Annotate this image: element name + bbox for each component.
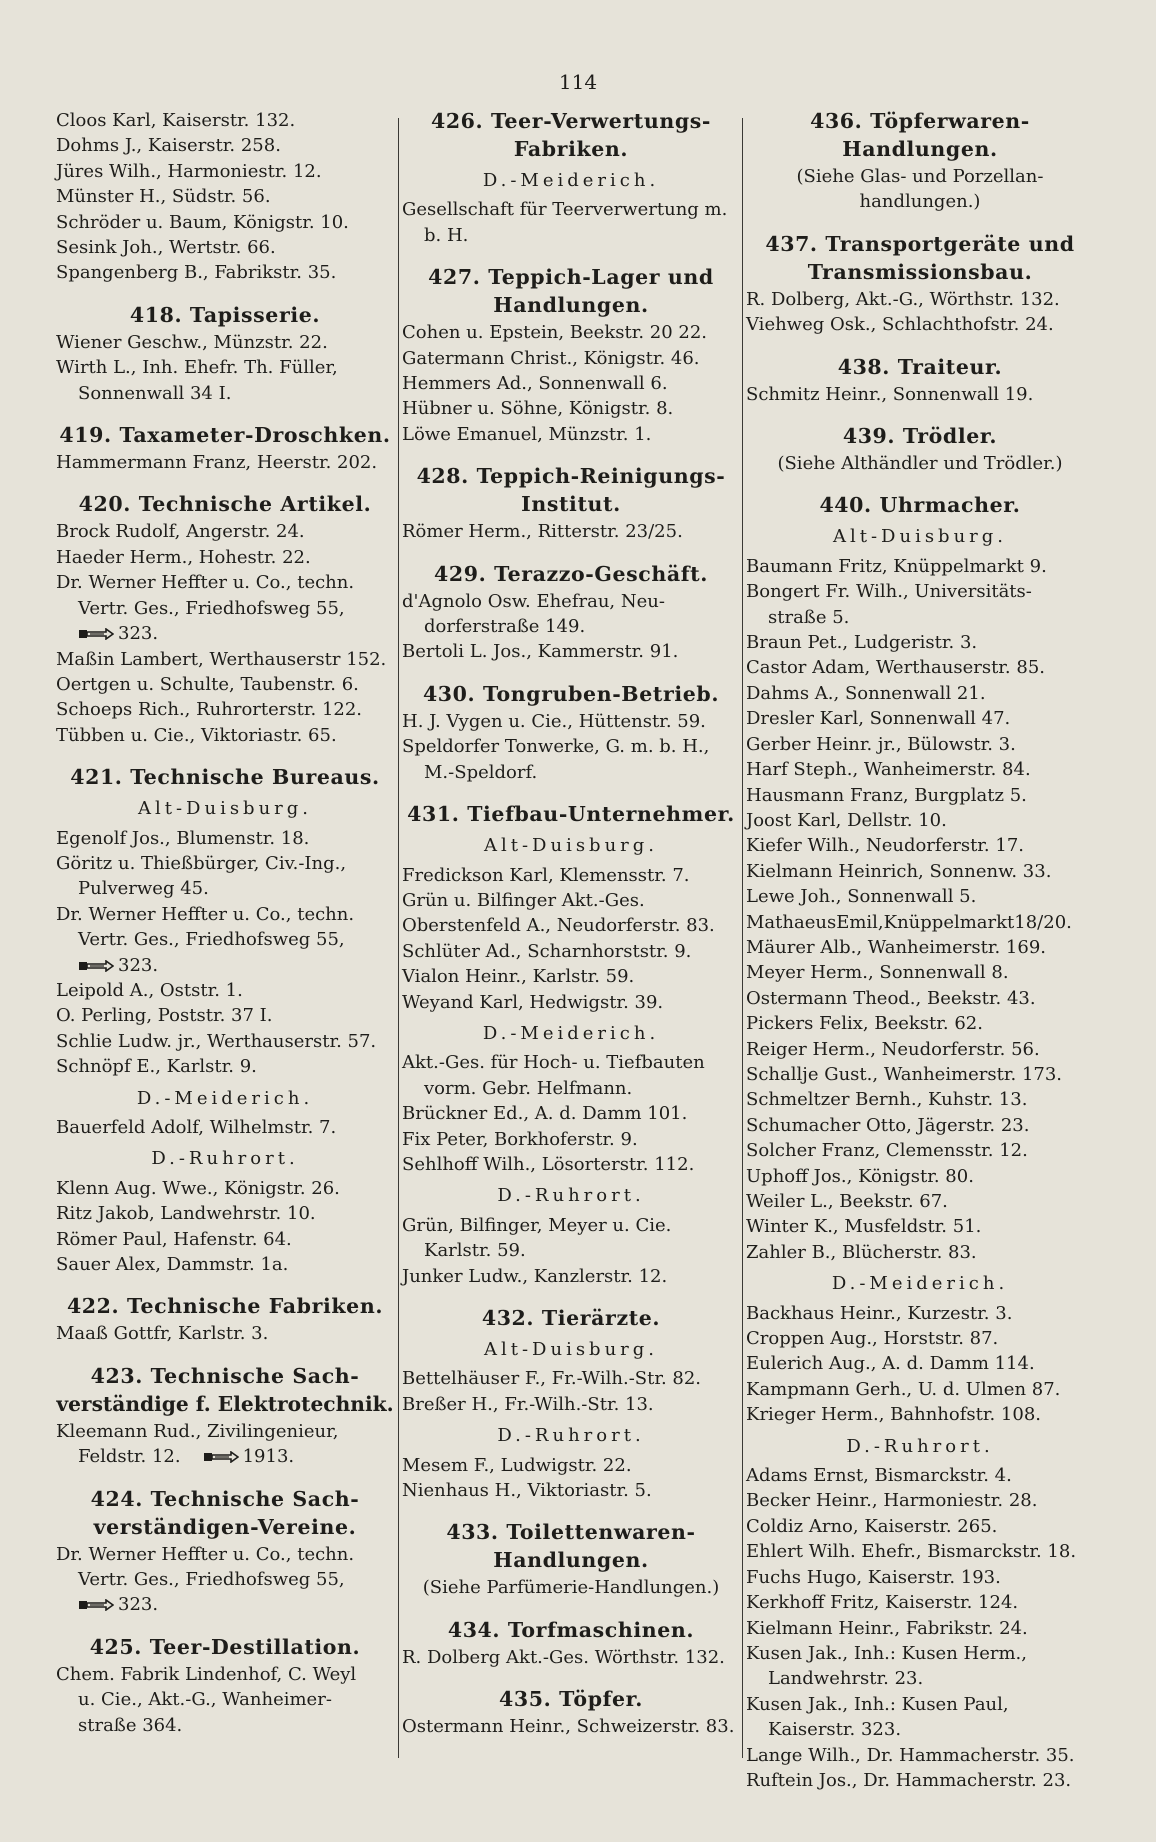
directory-entry: Lange Wilh., Dr. Hammacherstr. 35. bbox=[746, 1744, 1075, 1766]
directory-entry: Cloos Karl, Kaiserstr. 132. bbox=[56, 110, 296, 131]
section-heading: 437. Transportgeräte und bbox=[765, 231, 1075, 256]
column-left bbox=[56, 108, 394, 1738]
directory-entry: Oertgen u. Schulte, Taubenstr. 6. bbox=[56, 673, 359, 695]
section-heading: 436. Töpferwaren- bbox=[810, 109, 1030, 133]
directory-entry: Kielmann Heinr., Fabrikstr. 24. bbox=[746, 1617, 1028, 1639]
directory-entry: Ruftein Jos., Dr. Hammacherstr. 23. bbox=[746, 1769, 1072, 1791]
directory-entry: Grün, Bilfinger, Meyer u. Cie. bbox=[402, 1214, 672, 1236]
section-heading: 435. Töpfer. bbox=[499, 1687, 643, 1712]
section-heading: 428. Teppich-Reinigungs- bbox=[416, 464, 726, 489]
entry-continuation: Landwehrstr. 23. bbox=[768, 1668, 924, 1690]
directory-entry: Bongert Fr. Wilh., Universitäts- bbox=[746, 581, 1032, 603]
directory-entry: Kleemann Rud., Zivilingenieur, bbox=[56, 1420, 339, 1442]
directory-entry: Solcher Franz, Clemensstr. 12. bbox=[746, 1140, 1028, 1162]
directory-entry: Grün u. Bilfinger Akt.-Ges. bbox=[402, 889, 645, 911]
section-heading: 424. Technische Sach- bbox=[90, 1486, 360, 1511]
directory-entry: Kusen Jak., Inh.: Kusen Paul, bbox=[746, 1693, 1009, 1715]
section-heading: Institut. bbox=[521, 492, 621, 517]
section-heading: 420. Technische Artikel. bbox=[78, 492, 372, 517]
directory-entry: Schumacher Otto, Jägerstr. 23. bbox=[746, 1114, 1030, 1136]
directory-entry: Sauer Alex, Dammstr. 1a. bbox=[56, 1254, 289, 1276]
district-subheading: D.-Ruhrort. bbox=[497, 1185, 645, 1207]
directory-entry: Dresler Karl, Sonnenwall 47. bbox=[746, 708, 1011, 730]
directory-entry: Ehlert Wilh. Ehefr., Bismarckstr. 18. bbox=[746, 1541, 1077, 1563]
entry-phone bbox=[56, 1592, 394, 1617]
directory-entry: Göritz u. Thießbürger, Civ.-Ing., bbox=[56, 852, 347, 874]
district-subheading: D.-Meiderich. bbox=[831, 1273, 1009, 1295]
entry-continuation: straße 5. bbox=[768, 606, 850, 628]
cross-reference-note: handlungen.) bbox=[859, 191, 981, 213]
directory-entry: Brückner Ed., A. d. Damm 101. bbox=[402, 1103, 688, 1125]
directory-entry: Löwe Emanuel, Münzstr. 1. bbox=[402, 423, 652, 445]
entry-continuation: Vertr. Ges., Friedhofsweg 55, bbox=[78, 1569, 345, 1591]
telephone-icon bbox=[203, 1451, 239, 1463]
directory-entry: Croppen Aug., Horststr. 87. bbox=[746, 1328, 999, 1350]
directory-entry: Schlüter Ad., Scharnhorststr. 9. bbox=[402, 940, 692, 962]
directory-entry: Sesink Joh., Wertstr. 66. bbox=[56, 237, 276, 259]
phone-number: 323. bbox=[118, 954, 159, 976]
directory-entry: Mäurer Alb., Wanheimerstr. 169. bbox=[746, 936, 1046, 958]
directory-entry: Viehweg Osk., Schlachthofstr. 24. bbox=[746, 314, 1054, 336]
section-heading: 433. Toilettenwaren- bbox=[446, 1520, 696, 1545]
directory-entry: Spangenberg B., Fabrikstr. 35. bbox=[56, 262, 337, 284]
section-heading: 422. Technische Fabriken. bbox=[66, 1294, 384, 1319]
directory-entry: Schmitz Heinr., Sonnenwall 19. bbox=[746, 383, 1034, 405]
cross-reference-note: (Siehe Glas- und Porzellan- bbox=[796, 166, 1044, 187]
directory-entry: Vialon Heinr., Karlstr. 59. bbox=[402, 966, 635, 988]
directory-entry: Fredickson Karl, Klemensstr. 7. bbox=[402, 864, 690, 886]
section-heading: 439. Trödler. bbox=[842, 424, 998, 449]
directory-entry: Fix Peter, Borkhoferstr. 9. bbox=[402, 1128, 638, 1150]
telephone-icon bbox=[78, 628, 114, 640]
directory-entry: Schlie Ludw. jr., Werthauserstr. 57. bbox=[56, 1030, 377, 1052]
directory-entry: Brock Rudolf, Angerstr. 24. bbox=[56, 521, 305, 543]
directory-entry: Dahms A., Sonnenwall 21. bbox=[746, 682, 986, 704]
directory-entry: Braun Pet., Ludgeristr. 3. bbox=[746, 632, 978, 654]
section-heading: 438. Traiteur. bbox=[837, 354, 1003, 379]
section-heading: 432. Tierärzte. bbox=[481, 1306, 661, 1330]
directory-entry: Reiger Herm., Neudorferstr. 56. bbox=[746, 1038, 1040, 1060]
directory-entry: Haeder Herm., Hohestr. 22. bbox=[56, 546, 311, 568]
section-heading: 418. Tapisserie. bbox=[129, 302, 321, 327]
district-subheading: D.-Ruhrort. bbox=[846, 1435, 994, 1457]
directory-entry: Bertoli L. Jos., Kammerstr. 91. bbox=[402, 641, 679, 663]
directory-entry: Weiler L., Beekstr. 67. bbox=[746, 1191, 948, 1212]
directory-entry: Baumann Fritz, Knüppelmarkt 9. bbox=[746, 555, 1047, 577]
directory-entry: Backhaus Heinr., Kurzestr. 3. bbox=[746, 1302, 1013, 1324]
directory-entry: Coldiz Arno, Kaiserstr. 265. bbox=[746, 1515, 998, 1537]
directory-entry: Maßin Lambert, Werthauserstr 152. bbox=[56, 648, 387, 670]
district-subheading: Alt-Duisburg. bbox=[483, 1339, 659, 1360]
directory-entry: Ritz Jakob, Landwehrstr. 10. bbox=[56, 1203, 316, 1225]
directory-entry: Dr. Werner Heffter u. Co., techn. bbox=[56, 1543, 355, 1565]
entry-continuation: vorm. Gebr. Helfmann. bbox=[424, 1077, 633, 1099]
section-heading: Handlungen. bbox=[493, 293, 649, 318]
directory-entry: R. Dolberg, Akt.-G., Wörthstr. 132. bbox=[746, 288, 1060, 310]
district-subheading: D.-Ruhrort. bbox=[497, 1425, 645, 1447]
section-heading: Handlungen. bbox=[842, 137, 998, 161]
section-heading: Transmissionsbau. bbox=[807, 259, 1033, 284]
directory-entry: Junker Ludw., Kanzlerstr. 12. bbox=[402, 1265, 668, 1287]
directory-entry: Gesellschaft für Teerverwertung m. bbox=[402, 199, 728, 221]
page-number: 114 bbox=[558, 70, 598, 94]
column-right bbox=[746, 108, 1094, 1793]
directory-entry: Kerkhoff Fritz, Kaiserstr. 124. bbox=[746, 1592, 1019, 1614]
directory-entry: Chem. Fabrik Lindenhof, C. Weyl bbox=[56, 1663, 357, 1685]
directory-entry: Wirth L., Inh. Ehefr. Th. Füller, bbox=[56, 357, 338, 379]
directory-entry: Uphoff Jos., Königstr. 80. bbox=[746, 1165, 974, 1187]
section-heading: verständige f. Elektrotechnik. bbox=[56, 1391, 394, 1416]
entry-continuation: dorferstraße 149. bbox=[424, 616, 586, 638]
entry-continuation: Kaiserstr. 323. bbox=[768, 1719, 902, 1741]
directory-entry: Schoeps Rich., Ruhrorterstr. 122. bbox=[56, 699, 363, 721]
section-heading: 425. Teer-Destillation. bbox=[89, 1634, 361, 1659]
directory-entry: d'Agnolo Osw. Ehefrau, Neu- bbox=[402, 590, 665, 612]
cross-reference-note: (Siehe Althändler und Trödler.) bbox=[777, 453, 1063, 475]
directory-entry: Adams Ernst, Bismarckstr. 4. bbox=[746, 1465, 1012, 1487]
entry-continuation: Sonnenwall 34 I. bbox=[78, 382, 232, 404]
section-heading: 421. Technische Bureaus. bbox=[70, 765, 380, 790]
directory-entry: Münster H., Südstr. 56. bbox=[56, 186, 271, 208]
directory-entry: Kielmann Heinrich, Sonnenw. 33. bbox=[746, 860, 1052, 882]
directory-entry: R. Dolberg Akt.-Ges. Wörthstr. 132. bbox=[402, 1646, 725, 1668]
directory-entry: MathaeusEmil,Knüppelmarkt18/20. bbox=[746, 911, 1072, 933]
directory-entry: Römer Herm., Ritterstr. 23/25. bbox=[402, 521, 683, 543]
district-subheading: Alt-Duisburg. bbox=[483, 835, 659, 857]
directory-entry: Hausmann Franz, Burgplatz 5. bbox=[746, 784, 1027, 806]
directory-entry: Hübner u. Söhne, Königstr. 8. bbox=[402, 398, 674, 420]
telephone-icon bbox=[78, 1599, 114, 1611]
directory-entry: Wiener Geschw., Münzstr. 22. bbox=[56, 331, 328, 353]
directory-entry: Römer Paul, Hafenstr. 64. bbox=[56, 1228, 292, 1250]
section-heading: Fabriken. bbox=[513, 137, 629, 161]
entry-continuation: Vertr. Ges., Friedhofsweg 55, bbox=[78, 929, 345, 951]
entry-address: Feldstr. 12. bbox=[78, 1446, 181, 1468]
directory-entry: Hammermann Franz, Heerstr. 202. bbox=[56, 452, 378, 474]
section-heading: 427. Teppich-Lager und bbox=[428, 265, 714, 290]
phone-number: 323. bbox=[118, 1594, 159, 1616]
directory-entry: Ostermann Theod., Beekstr. 43. bbox=[746, 987, 1036, 1009]
directory-entry: Sehlhoff Wilh., Lösorterstr. 112. bbox=[402, 1153, 695, 1175]
section-heading: 419. Taxameter-Droschken. bbox=[59, 423, 391, 448]
directory-entry: Kampmann Gerh., U. d. Ulmen 87. bbox=[746, 1378, 1061, 1400]
directory-entry: Tübben u. Cie., Viktoriastr. 65. bbox=[56, 724, 337, 746]
directory-entry: O. Perling, Poststr. 37 I. bbox=[56, 1005, 273, 1027]
phone-number: 1913. bbox=[242, 1446, 295, 1468]
directory-entry: Schnöpf E., Karlstr. 9. bbox=[56, 1056, 257, 1078]
entry-continuation: Karlstr. 59. bbox=[424, 1240, 526, 1262]
directory-entry: Bauerfeld Adolf, Wilhelmstr. 7. bbox=[56, 1117, 337, 1138]
section-heading: 426. Teer-Verwertungs- bbox=[430, 109, 712, 133]
entry-continuation: M.-Speldorf. bbox=[424, 761, 538, 783]
directory-entry: Bettelhäuser F., Fr.-Wilh.-Str. 82. bbox=[402, 1368, 702, 1390]
directory-entry: Ostermann Heinr., Schweizerstr. 83. bbox=[402, 1716, 735, 1738]
directory-entry: Weyand Karl, Hedwigstr. 39. bbox=[402, 991, 664, 1013]
directory-entry: Oberstenfeld A., Neudorferstr. 83. bbox=[402, 915, 715, 937]
directory-entry: Hemmers Ad., Sonnenwall 6. bbox=[402, 373, 668, 395]
section-heading: 430. Tongruben-Betrieb. bbox=[422, 681, 720, 706]
section-heading: 431. Tiefbau-Unternehmer. bbox=[407, 802, 735, 827]
directory-entry: Meyer Herm., Sonnenwall 8. bbox=[746, 962, 1009, 984]
district-subheading: Alt-Duisburg. bbox=[832, 526, 1008, 548]
phone-number: 323. bbox=[118, 623, 159, 645]
directory-entry: Lewe Joh., Sonnenwall 5. bbox=[746, 886, 977, 908]
directory-entry: Cohen u. Epstein, Beekstr. 20 22. bbox=[402, 322, 708, 344]
column-divider bbox=[742, 118, 743, 1758]
directory-entry: Leipold A., Oststr. 1. bbox=[56, 979, 243, 1001]
district-subheading: Alt-Duisburg. bbox=[137, 798, 313, 820]
directory-entry: Pickers Felix, Beekstr. 62. bbox=[746, 1013, 983, 1035]
directory-entry: Kiefer Wilh., Neudorferstr. 17. bbox=[746, 835, 1024, 857]
directory-entry: Eulerich Aug., A. d. Damm 114. bbox=[746, 1353, 1035, 1375]
entry-continuation: u. Cie., Akt.-G., Wanheimer- bbox=[78, 1689, 332, 1711]
directory-entry: Speldorfer Tonwerke, G. m. b. H., bbox=[402, 736, 710, 758]
entry-phone bbox=[56, 953, 394, 978]
directory-entry: Egenolf Jos., Blumenstr. 18. bbox=[56, 827, 310, 849]
directory-entry: Castor Adam, Werthauserstr. 85. bbox=[746, 657, 1046, 679]
section-heading: 429. Terazzo-Geschäft. bbox=[434, 561, 708, 586]
section-heading: verständigen-Vereine. bbox=[93, 1514, 357, 1539]
directory-entry: Gatermann Christ., Königstr. 46. bbox=[402, 347, 700, 369]
directory-entry: H. J. Vygen u. Cie., Hüttenstr. 59. bbox=[402, 710, 706, 732]
district-subheading: D.-Meiderich. bbox=[482, 1022, 660, 1044]
directory-entry: Joost Karl, Dellstr. 10. bbox=[746, 809, 947, 831]
entry-continuation: straße 364. bbox=[78, 1714, 183, 1736]
entry-continuation: Pulverweg 45. bbox=[78, 878, 209, 900]
directory-entry: Becker Heinr., Harmoniestr. 28. bbox=[746, 1490, 1038, 1512]
directory-entry: Mesem F., Ludwigstr. 22. bbox=[402, 1454, 632, 1476]
directory-entry: Dr. Werner Heffter u. Co., techn. bbox=[56, 903, 355, 925]
directory-entry: Schröder u. Baum, Königstr. 10. bbox=[56, 211, 349, 233]
directory-entry: Maaß Gottfr, Karlstr. 3. bbox=[56, 1323, 269, 1345]
section-heading: 440. Uhrmacher. bbox=[819, 493, 1021, 518]
section-heading: 434. Torfmaschinen. bbox=[447, 1617, 695, 1642]
directory-entry: Winter K., Musfeldstr. 51. bbox=[746, 1216, 982, 1238]
directory-entry: Schallje Gust., Wanheimerstr. 173. bbox=[746, 1063, 1063, 1085]
section-heading: 423. Technische Sach- bbox=[90, 1363, 360, 1388]
telephone-icon bbox=[78, 960, 114, 972]
directory-entry: Breßer H., Fr.-Wilh.-Str. 13. bbox=[402, 1393, 654, 1415]
directory-entry: Nienhaus H., Viktoriastr. 5. bbox=[402, 1480, 652, 1502]
district-subheading: D.-Meiderich. bbox=[136, 1087, 314, 1109]
column-divider bbox=[398, 118, 399, 1758]
directory-entry: Klenn Aug. Wwe., Königstr. 26. bbox=[56, 1177, 340, 1199]
directory-entry: Fuchs Hugo, Kaiserstr. 193. bbox=[746, 1566, 1001, 1588]
entry-phone bbox=[56, 621, 394, 646]
directory-entry: Dr. Werner Heffter u. Co., techn. bbox=[56, 572, 355, 594]
district-subheading: D.-Ruhrort. bbox=[151, 1148, 299, 1170]
district-subheading: D.-Meiderich. bbox=[482, 170, 660, 191]
directory-entry: Harf Steph., Wanheimerstr. 84. bbox=[746, 759, 1031, 781]
section-heading: Handlungen. bbox=[493, 1548, 649, 1573]
directory-entry: Dohms J., Kaiserstr. 258. bbox=[56, 135, 281, 157]
directory-entry: Jüres Wilh., Harmoniestr. 12. bbox=[56, 160, 322, 182]
directory-entry: Schmeltzer Bernh., Kuhstr. 13. bbox=[746, 1089, 1028, 1111]
directory-entry: Kusen Jak., Inh.: Kusen Herm., bbox=[746, 1642, 1027, 1664]
directory-entry: Gerber Heinr. jr., Bülowstr. 3. bbox=[746, 733, 1016, 755]
entry-continuation bbox=[56, 1444, 394, 1469]
column-middle bbox=[402, 108, 740, 1740]
directory-entry: Zahler B., Blücherstr. 83. bbox=[746, 1241, 977, 1263]
directory-entry: Krieger Herm., Bahnhofstr. 108. bbox=[746, 1404, 1042, 1426]
cross-reference-note: (Siehe Parfümerie-Handlungen.) bbox=[422, 1577, 720, 1599]
entry-continuation: Vertr. Ges., Friedhofsweg 55, bbox=[78, 597, 345, 619]
entry-continuation: b. H. bbox=[424, 224, 469, 246]
directory-entry: Akt.-Ges. für Hoch- u. Tiefbauten bbox=[402, 1052, 705, 1074]
